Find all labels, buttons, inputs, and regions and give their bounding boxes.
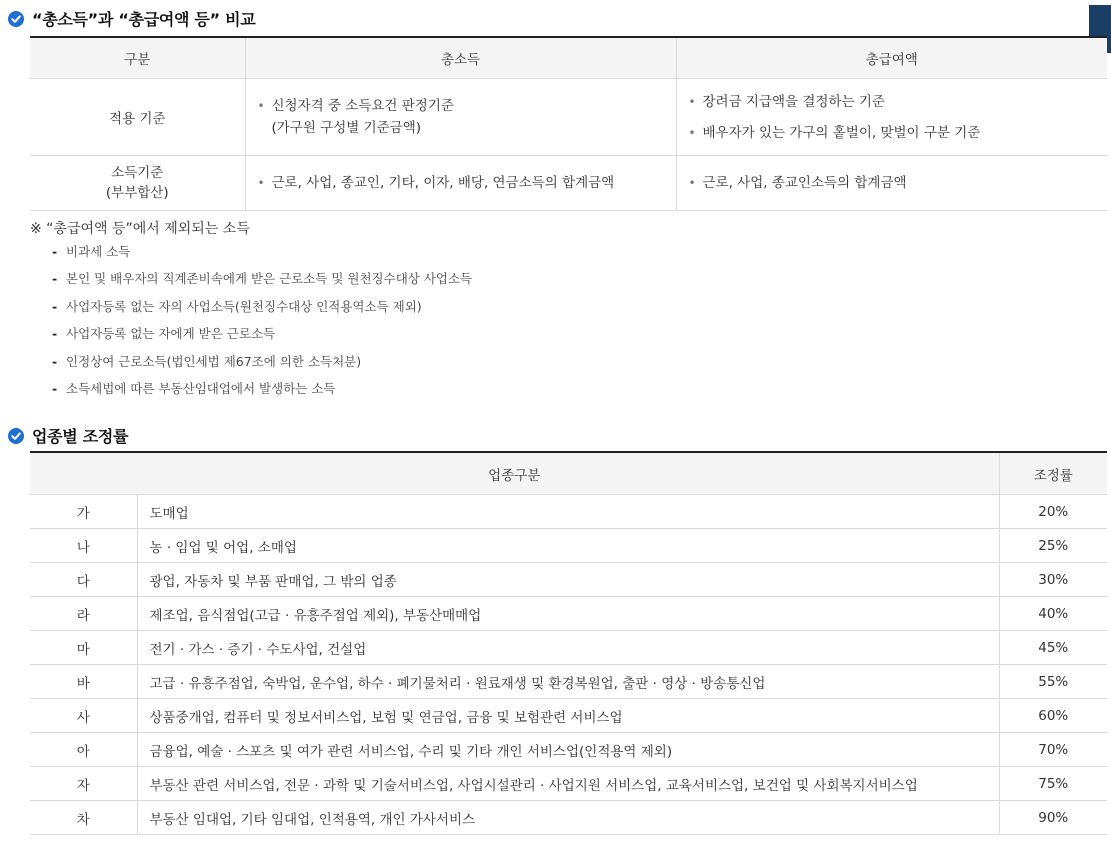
income-comparison-table [30,36,1107,211]
industry-description: 금융업, 예술 · 스포츠 및 여가 관련 서비스업, 수리 및 기타 개인 서비스업(인적용역 제외) [137,733,999,767]
industry-code: 마 [30,631,137,665]
list-item: - 인정상여 근로소득(법인세법 제67조에 의한 소득처분) [52,350,472,377]
adjustment-rate: 55% [999,665,1107,699]
industry-description: 부동산 임대업, 기타 임대업, 인적용역, 개인 가사서비스 [137,801,999,835]
row-label-line: (부부합산) [105,185,169,201]
industry-description: 제조업, 음식점업(고급 · 유흥주점업 제외), 부동산매매업 [137,597,999,631]
industry-code: 차 [30,801,137,835]
industry-code: 아 [30,733,137,767]
adjustment-rate: 30% [999,563,1107,597]
table-row [30,665,1107,699]
list-item: - 본인 및 배우자의 직계존비속에게 받은 근로소득 및 원천징수대상 사업소득 [52,267,472,294]
industry-code: 나 [30,529,137,563]
industry-description: 농 · 임업 및 어업, 소매업 [137,529,999,563]
adjustment-rate: 25% [999,529,1107,563]
list-item: - 사업자등록 없는 자에게 받은 근로소득 [52,322,472,349]
exclusion-note-title: ※ “총급여액 등”에서 제외되는 소득 [30,221,250,237]
table-row [30,495,1107,529]
industry-code: 다 [30,563,137,597]
cell [676,156,1107,211]
table-row [30,733,1107,767]
table-header-row [30,37,1107,79]
industry-description: 도매업 [137,495,999,529]
row-label [30,156,245,211]
list-item: - 소득세법에 따른 부동산임대업에서 발생하는 소득 [52,377,472,404]
section2-heading [8,424,128,447]
table-row [30,767,1107,801]
table-row [30,597,1107,631]
adjustment-rate: 45% [999,631,1107,665]
row-label-line: 소득기준 [111,165,164,181]
column-header: 총급여액 [676,37,1107,79]
table-row [30,529,1107,563]
column-header: 업종구분 [30,452,999,495]
column-header: 구분 [30,37,245,79]
table-row [30,79,1107,156]
exclusion-list [52,240,472,404]
table-header-row [30,452,1107,495]
list-item: - 비과세 소득 [52,240,472,267]
list-item: - 사업자등록 없는 자의 사업소득(원천징수대상 인적용역소득 제외) [52,295,472,322]
check-circle-icon [8,11,24,27]
industry-code: 사 [30,699,137,733]
section1-heading [8,7,255,30]
bullet-item: • 배우자가 있는 가구의 홑벌이, 맞벌이 구분 기준 [689,122,1096,144]
industry-description: 상품중개업, 컴퓨터 및 정보서비스업, 보험 및 연금업, 금융 및 보험관련 서비스업 [137,699,999,733]
table-row [30,631,1107,665]
industry-description: 광업, 자동차 및 부품 판매업, 그 밖의 업종 [137,563,999,597]
section2-title: 업종별 조정률 [32,427,129,446]
adjustment-rate: 60% [999,699,1107,733]
bullet-item: • 장려금 지급액을 결정하는 기준 [689,91,1096,113]
industry-code: 라 [30,597,137,631]
industry-description: 전기 · 가스 · 증기 · 수도사업, 건설업 [137,631,999,665]
cell [245,79,676,156]
bullet-item: • 근로, 사업, 종교인소득의 합계금액 [689,172,1096,194]
industry-code: 자 [30,767,137,801]
table-row [30,699,1107,733]
column-header: 조정률 [999,452,1107,495]
adjustment-rate: 70% [999,733,1107,767]
industry-description: 부동산 관련 서비스업, 전문 · 과학 및 기술서비스업, 사업시설관리 · 사업지원 서비스업, 교육서비스업, 보건업 및 사회복지서비스업 [137,767,999,801]
adjustment-rate: 75% [999,767,1107,801]
bullet-subtext: (가구원 구성별 기준금액) [271,120,422,136]
adjustment-rate-table [30,451,1107,835]
column-header: 총소득 [245,37,676,79]
check-circle-icon [8,428,24,444]
industry-code: 가 [30,495,137,529]
section1-title: “총소득”과 “총급여액 등” 비교 [32,10,256,29]
adjustment-rate: 90% [999,801,1107,835]
table-row [30,563,1107,597]
row-label: 적용 기준 [30,79,245,156]
bullet-item: • 근로, 사업, 종교인, 기타, 이자, 배당, 연금소득의 합계금액 [258,172,664,194]
industry-code: 바 [30,665,137,699]
bullet-item: • 신청자격 중 소득요건 판정기준 [258,95,664,117]
cell [245,156,676,211]
adjustment-rate: 20% [999,495,1107,529]
adjustment-rate: 40% [999,597,1107,631]
industry-description: 고급 · 유흥주점업, 숙박업, 운수업, 하수 · 폐기물처리 · 원료재생 및 환경복원업, 출판 · 영상 · 방송통신업 [137,665,999,699]
table-row [30,801,1107,835]
table-row [30,156,1107,211]
cell [676,79,1107,156]
